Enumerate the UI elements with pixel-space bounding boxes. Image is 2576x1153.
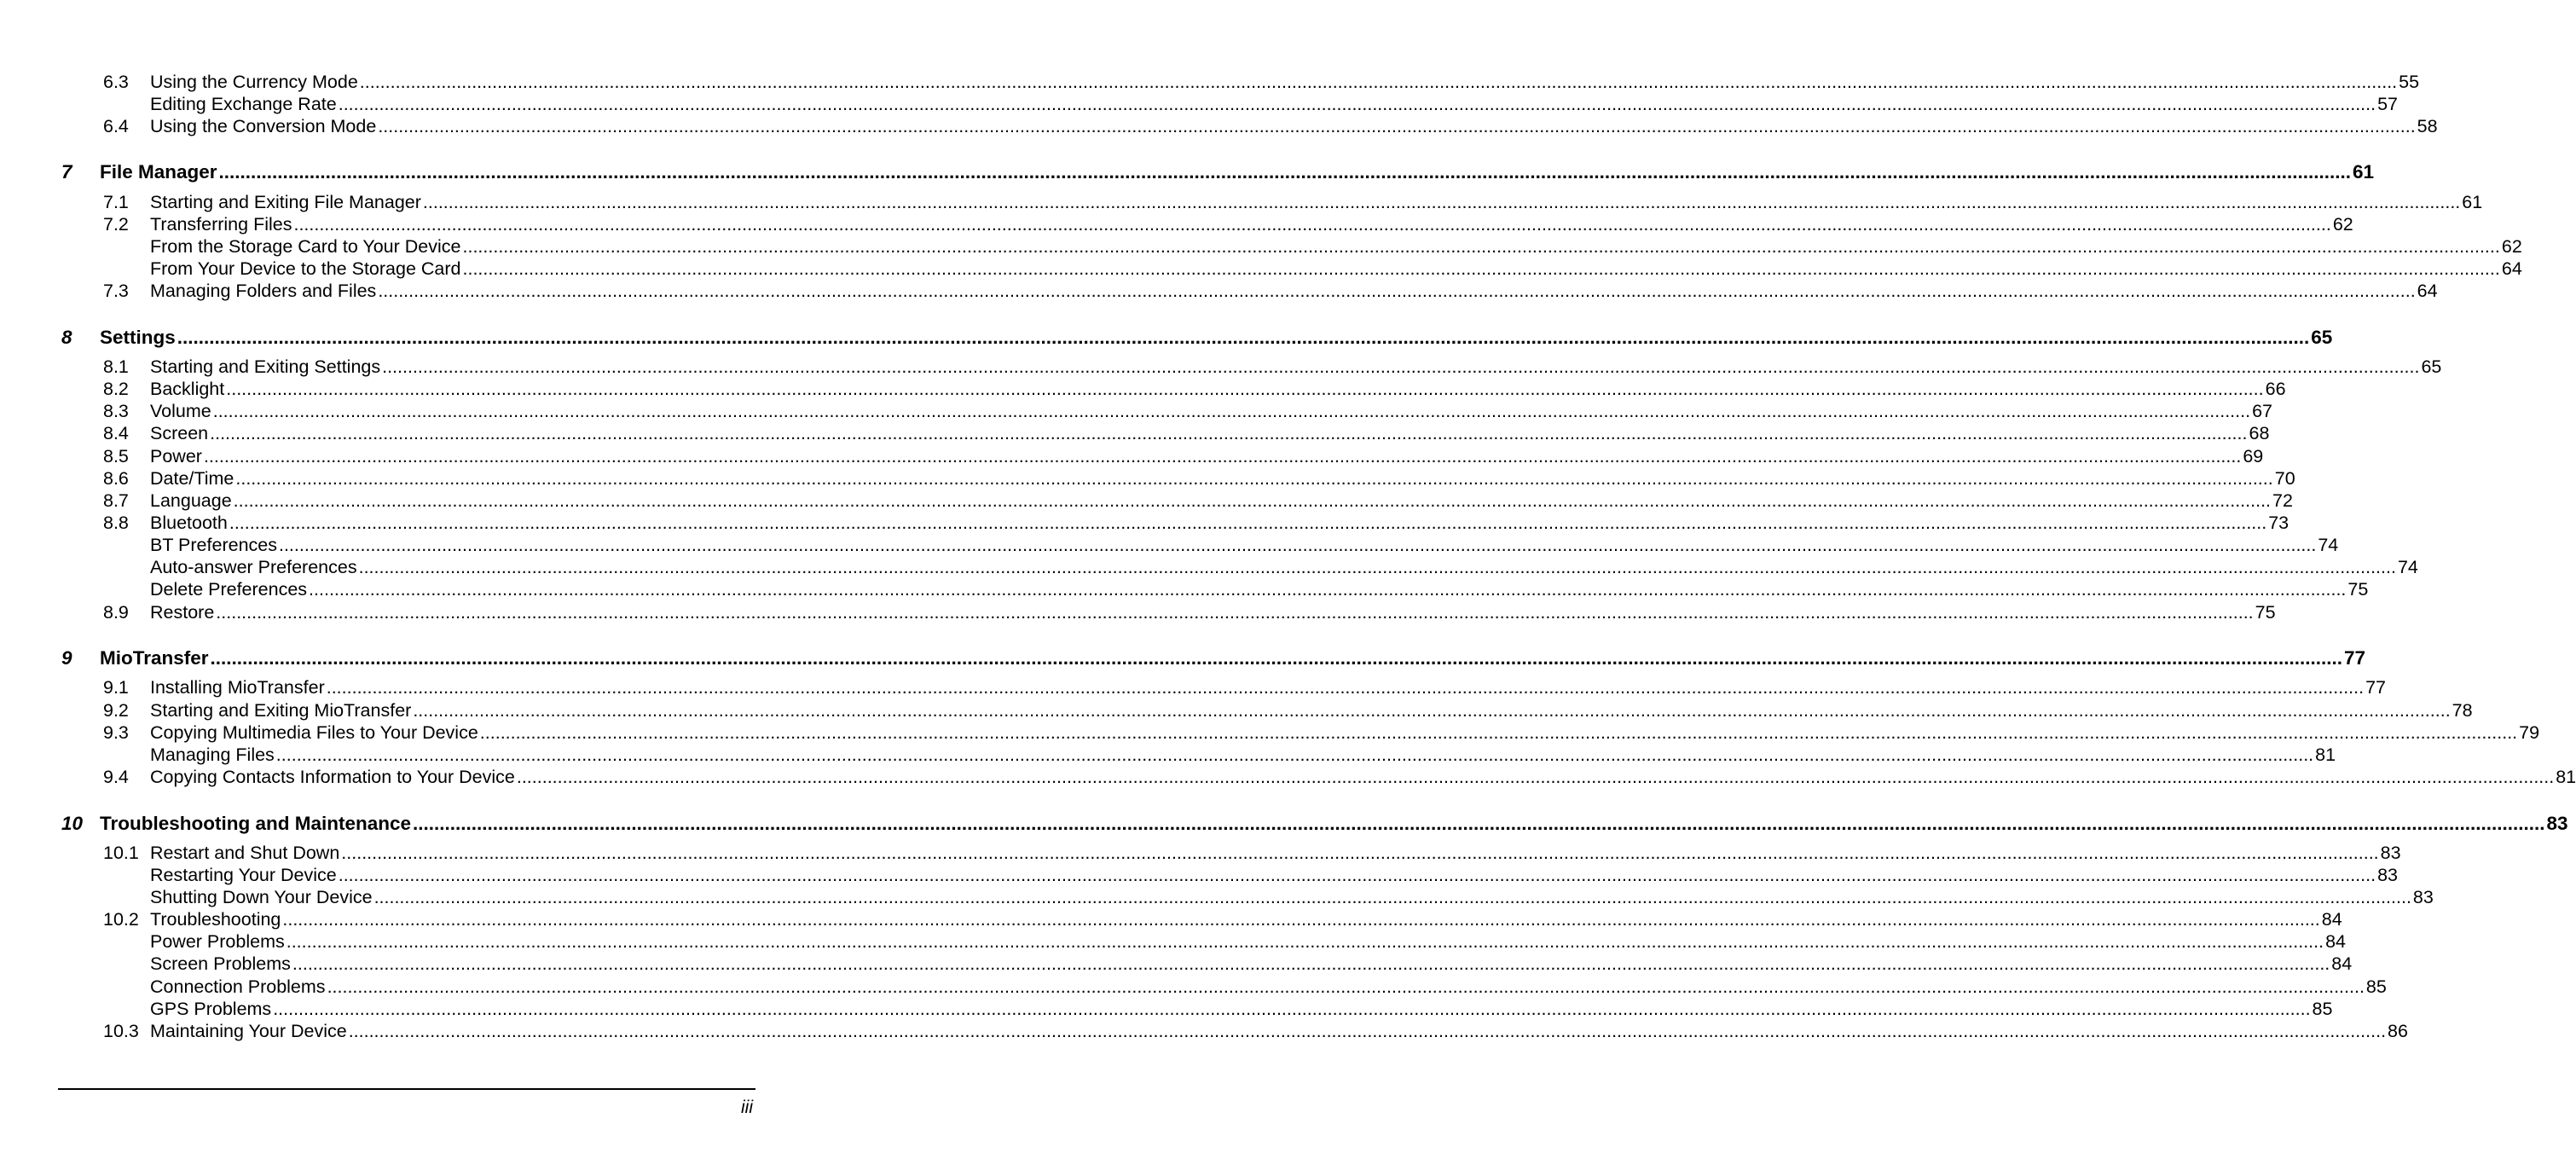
dot-leader: ................................................................................................................................................................................................................................................................................................................................................................................................................ <box>462 236 2500 257</box>
toc-entry <box>0 842 2401 864</box>
toc-entry <box>0 191 2483 213</box>
toc-entry-line <box>100 813 2568 835</box>
toc-entry <box>0 71 2420 93</box>
dot-leader: ................................................................................................................................................................................................................................................................................................................................................................................................................ <box>233 490 2272 511</box>
toc-page-number: 68 <box>2249 423 2270 443</box>
toc-title: Restart and Shut Down <box>150 843 340 863</box>
toc-page-number: 83 <box>2380 843 2401 863</box>
toc-page-number: 66 <box>2265 379 2286 399</box>
toc-entry-line <box>150 699 2473 721</box>
toc-number: 9.4 <box>103 767 129 787</box>
toc-title: Starting and Exiting Settings <box>150 356 381 377</box>
toc-page-number: 75 <box>2255 602 2276 623</box>
toc-entry <box>0 115 2438 137</box>
toc-entry-line <box>150 744 2336 766</box>
toc-title: Managing Folders and Files <box>150 281 377 301</box>
toc-entry <box>0 976 2387 998</box>
toc-entry-line <box>150 191 2483 213</box>
toc-page-number: 78 <box>2452 700 2473 721</box>
toc-entry <box>0 766 2576 788</box>
dot-leader: ................................................................................................................................................................................................................................................................................................................................................................................................................ <box>338 865 2376 885</box>
toc-page-number: 55 <box>2399 72 2420 92</box>
toc-entry <box>0 445 2264 467</box>
toc-number: 9.1 <box>103 677 129 698</box>
toc-page-number: 72 <box>2272 490 2293 511</box>
toc-title: Transferring Files <box>150 214 292 235</box>
dot-leader: ................................................................................................................................................................................................................................................................................................................................................................................................................ <box>309 579 2347 600</box>
dot-leader: ................................................................................................................................................................................................................................................................................................................................................................................................................ <box>210 423 2248 443</box>
toc-page-number: 70 <box>2274 468 2295 489</box>
toc-title: Power Problems <box>150 931 285 952</box>
dot-leader: ................................................................................................................................................................................................................................................................................................................................................................................................................ <box>229 513 2267 533</box>
toc-entry-line <box>150 864 2398 886</box>
toc-title: Maintaining Your Device <box>150 1021 347 1041</box>
toc-page-number: 64 <box>2501 258 2522 279</box>
dot-leader: ................................................................................................................................................................................................................................................................................................................................................................................................................ <box>326 677 2365 698</box>
toc-title: Copying Multimedia Files to Your Device <box>150 722 478 743</box>
toc-title: GPS Problems <box>150 999 272 1019</box>
toc-page-number: 84 <box>2325 931 2347 952</box>
toc-entry-line <box>150 258 2522 280</box>
toc-number: 8.9 <box>103 602 129 623</box>
dot-leader: ................................................................................................................................................................................................................................................................................................................................................................................................................ <box>275 745 2314 765</box>
toc-title: Shutting Down Your Device <box>150 887 373 907</box>
toc-entry <box>0 512 2289 534</box>
dot-leader: ................................................................................................................................................................................................................................................................................................................................................................................................................ <box>216 602 2254 623</box>
toc-chapter <box>0 161 2375 183</box>
toc-page-number: 62 <box>2332 214 2353 235</box>
toc-entry <box>0 213 2353 235</box>
toc-entry-line <box>150 467 2295 490</box>
toc-number: 8.1 <box>103 356 129 377</box>
toc-page-number: 75 <box>2347 579 2369 600</box>
toc-number: 9.2 <box>103 700 129 721</box>
toc-page-number: 74 <box>2318 535 2339 555</box>
toc-page-number: 77 <box>2365 677 2387 698</box>
toc-number: 7.3 <box>103 281 129 301</box>
toc-title: Backlight <box>150 379 225 399</box>
dot-leader: ................................................................................................................................................................................................................................................................................................................................................................................................................ <box>226 379 2264 399</box>
dot-leader: ................................................................................................................................................................................................................................................................................................................................................................................................................ <box>516 767 2555 787</box>
toc-title: Screen Problems <box>150 953 291 974</box>
toc-title: Restarting Your Device <box>150 865 337 885</box>
toc-entry-line <box>100 327 2333 349</box>
dot-leader: ................................................................................................................................................................................................................................................................................................................................................................................................................ <box>203 446 2242 466</box>
toc-number: 10.1 <box>103 843 139 863</box>
toc-page-number: 62 <box>2501 236 2522 257</box>
toc-entry <box>0 953 2353 975</box>
toc-page-number: 74 <box>2397 557 2418 577</box>
toc-page-number: 64 <box>2417 281 2438 301</box>
toc-entry <box>0 998 2333 1020</box>
toc-page-number: 83 <box>2412 887 2434 907</box>
toc-entry-line <box>150 953 2353 975</box>
toc-entry <box>0 930 2347 953</box>
toc-title: Date/Time <box>150 468 234 489</box>
toc-number: 9 <box>61 647 72 669</box>
toc-title: Using the Conversion Mode <box>150 116 377 136</box>
toc-entry-line <box>150 71 2420 93</box>
toc-title: From the Storage Card to Your Device <box>150 236 461 257</box>
toc-entry-line <box>150 976 2387 998</box>
toc-entry <box>0 886 2434 908</box>
toc-number: 8.4 <box>103 423 129 443</box>
toc-chapter <box>0 327 2333 349</box>
toc-entry <box>0 280 2438 302</box>
toc-entry <box>0 676 2387 698</box>
toc-number: 10 <box>61 813 84 834</box>
toc-entry-line <box>150 998 2333 1020</box>
toc-entry-line <box>150 766 2576 788</box>
toc-title: Troubleshooting <box>150 909 281 930</box>
toc-title: Managing Files <box>150 745 275 765</box>
toc-number: 10.2 <box>103 909 139 930</box>
dot-leader: ................................................................................................................................................................................................................................................................................................................................................................................................................ <box>212 401 2251 421</box>
toc-title: Bluetooth <box>150 513 228 533</box>
toc-title: Screen <box>150 423 209 443</box>
dot-leader: ................................................................................................................................................................................................................................................................................................................................................................................................................ <box>382 356 2420 377</box>
toc-title: From Your Device to the Storage Card <box>150 258 461 279</box>
dot-leader: ................................................................................................................................................................................................................................................................................................................................................................................................................ <box>378 281 2416 301</box>
toc-entry-line <box>150 512 2289 534</box>
toc-entry <box>0 490 2293 512</box>
dot-leader: ................................................................................................................................................................................................................................................................................................................................................................................................................ <box>273 999 2311 1019</box>
toc-title: Installing MioTransfer <box>150 677 325 698</box>
toc-entry-line <box>150 378 2286 400</box>
toc-number: 9.3 <box>103 722 129 743</box>
toc-entry <box>0 378 2286 400</box>
toc-entry-line <box>150 445 2264 467</box>
toc-entry-line <box>150 490 2293 512</box>
toc-page-number: 86 <box>2388 1021 2408 1041</box>
dot-leader: ................................................................................................................................................................................................................................................................................................................................................................................................................ <box>413 813 2545 834</box>
toc-entry-line <box>150 676 2387 698</box>
toc-entry <box>0 467 2295 490</box>
toc-entry <box>0 864 2398 886</box>
toc-entry-line <box>150 930 2347 953</box>
toc-page-number: 77 <box>2344 647 2366 669</box>
dot-leader: ................................................................................................................................................................................................................................................................................................................................................................................................................ <box>210 647 2343 669</box>
toc-number: 6.4 <box>103 116 129 136</box>
dot-leader: ................................................................................................................................................................................................................................................................................................................................................................................................................ <box>327 976 2365 997</box>
toc-page-number: 58 <box>2417 116 2438 136</box>
toc-entry-line <box>150 93 2399 115</box>
dot-leader: ................................................................................................................................................................................................................................................................................................................................................................................................................ <box>378 116 2416 136</box>
toc-page-number: 61 <box>2353 161 2375 183</box>
toc-number: 8.5 <box>103 446 129 466</box>
toc-entry-line <box>100 647 2366 669</box>
toc-title: Copying Contacts Information to Your Device <box>150 767 515 787</box>
toc-entry-line <box>150 400 2272 422</box>
toc-entry-line <box>150 534 2339 556</box>
toc-chapter <box>0 647 2366 669</box>
dot-leader: ................................................................................................................................................................................................................................................................................................................................................................................................................ <box>218 161 2352 183</box>
toc-chapter <box>0 813 2568 835</box>
toc-entry <box>0 422 2270 444</box>
toc-title: Editing Exchange Rate <box>150 94 337 114</box>
toc-entry-line <box>150 1020 2408 1042</box>
toc-title: Settings <box>100 327 176 348</box>
toc-page-number: 83 <box>2377 865 2398 885</box>
toc-page-number: 83 <box>2546 813 2568 834</box>
toc-number: 10.3 <box>103 1021 139 1041</box>
toc-page-number: 85 <box>2365 976 2387 997</box>
toc-entry <box>0 601 2276 623</box>
toc-entry <box>0 908 2342 930</box>
toc-title: Starting and Exiting File Manager <box>150 192 421 212</box>
dot-leader: ................................................................................................................................................................................................................................................................................................................................................................................................................ <box>177 327 2310 348</box>
toc-entry <box>0 578 2369 600</box>
toc-page-number: 84 <box>2321 909 2342 930</box>
dot-leader: ................................................................................................................................................................................................................................................................................................................................................................................................................ <box>278 535 2317 555</box>
toc-entry <box>0 93 2399 115</box>
toc-number: 8.6 <box>103 468 129 489</box>
dot-leader: ................................................................................................................................................................................................................................................................................................................................................................................................................ <box>413 700 2451 721</box>
toc-entry <box>0 400 2272 422</box>
toc-page-number: 81 <box>2556 767 2576 787</box>
toc-entry-line <box>100 161 2375 183</box>
dot-leader: ................................................................................................................................................................................................................................................................................................................................................................................................................ <box>422 192 2461 212</box>
dot-leader: ................................................................................................................................................................................................................................................................................................................................................................................................................ <box>235 468 2273 489</box>
dot-leader: ................................................................................................................................................................................................................................................................................................................................................................................................................ <box>286 931 2324 952</box>
toc-entry <box>0 699 2473 721</box>
toc-number: 8.3 <box>103 401 129 421</box>
toc-title: Troubleshooting and Maintenance <box>100 813 412 834</box>
toc-entry <box>0 534 2339 556</box>
toc-title: Volume <box>150 401 211 421</box>
toc-title: Auto-answer Preferences <box>150 557 357 577</box>
dot-leader: ................................................................................................................................................................................................................................................................................................................................................................................................................ <box>292 953 2330 974</box>
toc-entry-line <box>150 842 2401 864</box>
toc-number: 8.7 <box>103 490 129 511</box>
toc-page-number: 84 <box>2331 953 2353 974</box>
toc-entry-line <box>150 601 2276 623</box>
toc-entry-line <box>150 356 2442 378</box>
toc-entry-line <box>150 908 2342 930</box>
footer-rule <box>58 1088 755 1090</box>
toc-title: MioTransfer <box>100 647 209 669</box>
toc-entry-line <box>150 422 2270 444</box>
toc-number: 7.2 <box>103 214 129 235</box>
toc-title: BT Preferences <box>150 535 277 555</box>
toc-number: 7.1 <box>103 192 129 212</box>
dot-leader: ................................................................................................................................................................................................................................................................................................................................................................................................................ <box>358 557 2396 577</box>
toc-title: Starting and Exiting MioTransfer <box>150 700 412 721</box>
toc-entry-line <box>150 213 2353 235</box>
toc-entry-line <box>150 115 2438 137</box>
toc-entry <box>0 1020 2408 1042</box>
toc-page-number: 65 <box>2311 327 2333 348</box>
dot-leader: ................................................................................................................................................................................................................................................................................................................................................................................................................ <box>479 722 2518 743</box>
toc-page-number: 73 <box>2268 513 2289 533</box>
toc-number: 8.8 <box>103 513 129 533</box>
toc-entry <box>0 744 2336 766</box>
dot-leader: ................................................................................................................................................................................................................................................................................................................................................................................................................ <box>462 258 2500 279</box>
toc-entry <box>0 556 2418 578</box>
toc-title: Using the Currency Mode <box>150 72 358 92</box>
dot-leader: ................................................................................................................................................................................................................................................................................................................................................................................................................ <box>359 72 2398 92</box>
toc-title: File Manager <box>100 161 217 183</box>
toc-page-number: 85 <box>2312 999 2333 1019</box>
dot-leader: ................................................................................................................................................................................................................................................................................................................................................................................................................ <box>348 1021 2387 1041</box>
toc-page-number: 65 <box>2421 356 2442 377</box>
toc-entry-line <box>150 578 2369 600</box>
toc-entry-line <box>150 886 2434 908</box>
toc-page-number: 57 <box>2377 94 2399 114</box>
dot-leader: ................................................................................................................................................................................................................................................................................................................................................................................................................ <box>338 94 2376 114</box>
toc-title: Restore <box>150 602 215 623</box>
toc-title: Connection Problems <box>150 976 326 997</box>
toc-title: Delete Preferences <box>150 579 308 600</box>
toc-entry <box>0 235 2522 258</box>
toc-entry-line <box>150 556 2418 578</box>
page-number: iii <box>741 1098 753 1117</box>
dot-leader: ................................................................................................................................................................................................................................................................................................................................................................................................................ <box>293 214 2331 235</box>
toc-entry <box>0 721 2540 744</box>
toc-title: Language <box>150 490 232 511</box>
toc-page-number: 69 <box>2243 446 2264 466</box>
toc-number: 8.2 <box>103 379 129 399</box>
toc-page-number: 81 <box>2315 745 2336 765</box>
toc-entry-line <box>150 721 2540 744</box>
toc-number: 8 <box>61 327 72 348</box>
toc-number: 7 <box>61 161 72 183</box>
toc-entry-line <box>150 235 2522 258</box>
toc-page-number: 67 <box>2252 401 2272 421</box>
toc-entry-line <box>150 280 2438 302</box>
toc-entry <box>0 356 2442 378</box>
toc-entry <box>0 258 2522 280</box>
toc-page-number: 61 <box>2462 192 2483 212</box>
dot-leader: ................................................................................................................................................................................................................................................................................................................................................................................................................ <box>282 909 2320 930</box>
toc-title: Power <box>150 446 202 466</box>
toc-number: 6.3 <box>103 72 129 92</box>
dot-leader: ................................................................................................................................................................................................................................................................................................................................................................................................................ <box>341 843 2379 863</box>
dot-leader: ................................................................................................................................................................................................................................................................................................................................................................................................................ <box>373 887 2411 907</box>
toc-page-number: 79 <box>2519 722 2540 743</box>
